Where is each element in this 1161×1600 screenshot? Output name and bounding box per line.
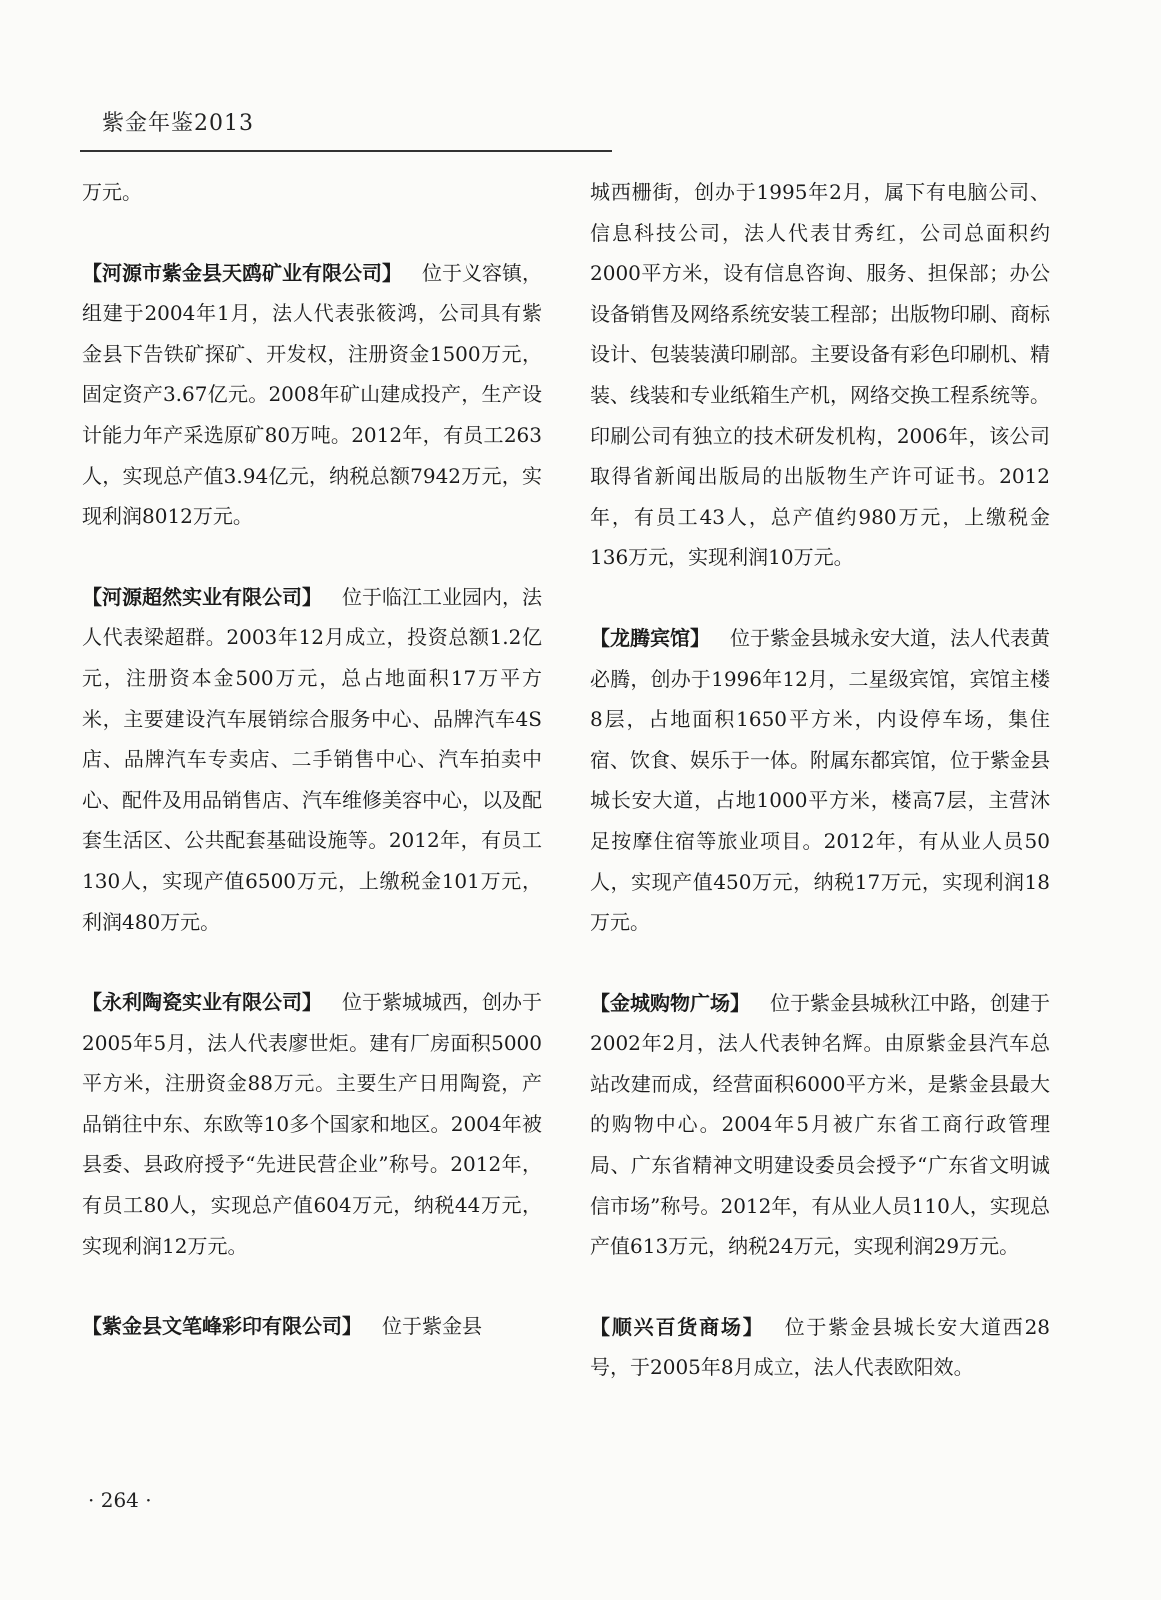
entry-paragraph <box>82 1306 542 1347</box>
entry-name: 河源市紫金县天鸥矿业有限公司 <box>102 260 382 285</box>
entry-paragraph <box>590 618 1050 943</box>
heading-bracket-open: 【 <box>590 990 610 1015</box>
entry-body: 万元。 <box>82 180 142 204</box>
paragraph-gap <box>590 1267 1050 1307</box>
entry-name: 永利陶瓷实业有限公司 <box>102 990 302 1015</box>
entry-paragraph <box>82 982 542 1266</box>
header-rule <box>80 150 612 152</box>
entry-body: 位于紫金县 <box>382 1314 482 1339</box>
entry-heading <box>82 990 322 1014</box>
entry-heading <box>82 1314 362 1338</box>
heading-bracket-close: 】 <box>342 1314 362 1339</box>
paragraph-gap <box>82 213 542 253</box>
paragraph-gap <box>590 578 1050 618</box>
entry-body: 位于义容镇，组建于2004年1月，法人代表张筱鸿，公司具有紫金县下告铁矿探矿、开发权，注册资金1500万元，固定资产3.67亿元。2008年矿山建成投产，生产设计能力年产采选原矿80万吨。2012年，有员工263人，实现总产值3.94亿元，纳税总额7942万元，实现利润8012万元。 <box>82 260 542 529</box>
entry-paragraph <box>82 577 542 942</box>
heading-bracket-open: 【 <box>82 990 102 1015</box>
entry-body: 位于紫金县城永安大道，法人代表黄必腾，创办于1996年12月，二星级宾馆，宾馆主楼8层，占地面积1650平方米，内设停车场，集住宿、饮食、娱乐于一体。附属东都宾馆，位于紫金县城长安大道，占地1000平方米，楼高7层，主营沐足按摩住宿等旅业项目。2012年，有从业人员50人，实现产值450万元，纳税17万元，实现利润18万元。 <box>590 625 1050 935</box>
entry-heading <box>590 991 750 1015</box>
paragraph-gap <box>82 537 542 577</box>
entry-name: 河源超然实业有限公司 <box>102 584 302 609</box>
entry-paragraph <box>590 1307 1050 1388</box>
entry-heading <box>590 626 710 650</box>
entry-name: 紫金县文笔峰彩印有限公司 <box>102 1314 342 1339</box>
entry-body: 位于紫城城西，创办于2005年5月，法人代表廖世炬。建有厂房面积5000平方米，注册资金88万元。主要生产日用陶瓷，产品销往中东、东欧等10多个国家和地区。2004年被县委、县政府授予“先进民营企业”称号。2012年，有员工80人，实现总产值604万元，纳税44万元，实现利润12万元。 <box>82 990 542 1258</box>
heading-bracket-close: 】 <box>742 1314 765 1339</box>
heading-bracket-open: 【 <box>82 1314 102 1339</box>
entry-paragraph <box>590 172 1050 578</box>
heading-bracket-open: 【 <box>590 1314 612 1339</box>
entry-name: 龙腾宾馆 <box>610 625 690 650</box>
paragraph-gap <box>82 942 542 982</box>
entry-name: 金城购物广场 <box>610 990 730 1015</box>
entry-body: 位于临江工业园内，法人代表梁超群。2003年12月成立，投资总额1.2亿元，注册资本金500万元，总占地面积17万平方米，主要建设汽车展销综合服务中心、品牌汽车4S店、品牌汽车专卖店、二手销售中心、汽车拍卖中心、配件及用品销售店、汽车维修美容中心，以及配套生活区、公共配套基础设施等。2012年，有员工130人，实现产值6500万元，上缴税金101万元，利润480万元。 <box>82 584 542 934</box>
paragraph-gap <box>590 943 1050 983</box>
right-column <box>590 172 1050 1388</box>
entry-paragraph <box>82 253 542 537</box>
entry-paragraph <box>82 172 542 213</box>
heading-bracket-close: 】 <box>302 584 322 609</box>
page-number: · 264 · <box>88 1488 152 1512</box>
heading-bracket-close: 】 <box>382 260 402 285</box>
heading-bracket-close: 】 <box>302 990 322 1015</box>
entry-heading <box>82 261 402 285</box>
heading-bracket-open: 【 <box>82 584 102 609</box>
entry-body: 位于紫金县城长安大道西28号，于2005年8月成立，法人代表欧阳效。 <box>590 1314 1051 1380</box>
entry-heading <box>590 1315 765 1339</box>
entry-body: 位于紫金县城秋江中路，创建于2002年2月，法人代表钟名辉。由原紫金县汽车总站改建而成，经营面积6000平方米，是紫金县最大的购物中心。2004年5月被广东省工商行政管理局、广东省精神文明建设委员会授予“广东省文明诚信市场”称号。2012年，有从业人员110人，实现总产值613万元，纳税24万元，实现利润29万元。 <box>590 990 1050 1259</box>
heading-bracket-open: 【 <box>590 625 610 650</box>
entry-name: 顺兴百货商场 <box>611 1314 743 1339</box>
heading-bracket-close: 】 <box>730 990 750 1015</box>
entry-body: 城西栅街，创办于1995年2月，属下有电脑公司、信息科技公司，法人代表甘秀红，公司总面积约2000平方米，设有信息咨询、服务、担保部；办公设备销售及网络系统安装工程部；出版物印刷、商标设计、包装装潢印刷部。主要设备有彩色印刷机、精装、线装和专业纸箱生产机，网络交换工程系统等。印刷公司有独立的技术研发机构，2006年，该公司取得省新闻出版局的出版物生产许可证书。2012年，有员工43人，总产值约980万元，上缴税金136万元，实现利润10万元。 <box>590 180 1050 570</box>
entry-heading <box>82 585 322 609</box>
heading-bracket-open: 【 <box>82 260 102 285</box>
paragraph-gap <box>82 1266 542 1306</box>
heading-bracket-close: 】 <box>690 625 710 650</box>
left-column <box>82 172 542 1347</box>
entry-paragraph <box>590 983 1050 1267</box>
running-head: 紫金年鉴2013 <box>102 111 254 136</box>
